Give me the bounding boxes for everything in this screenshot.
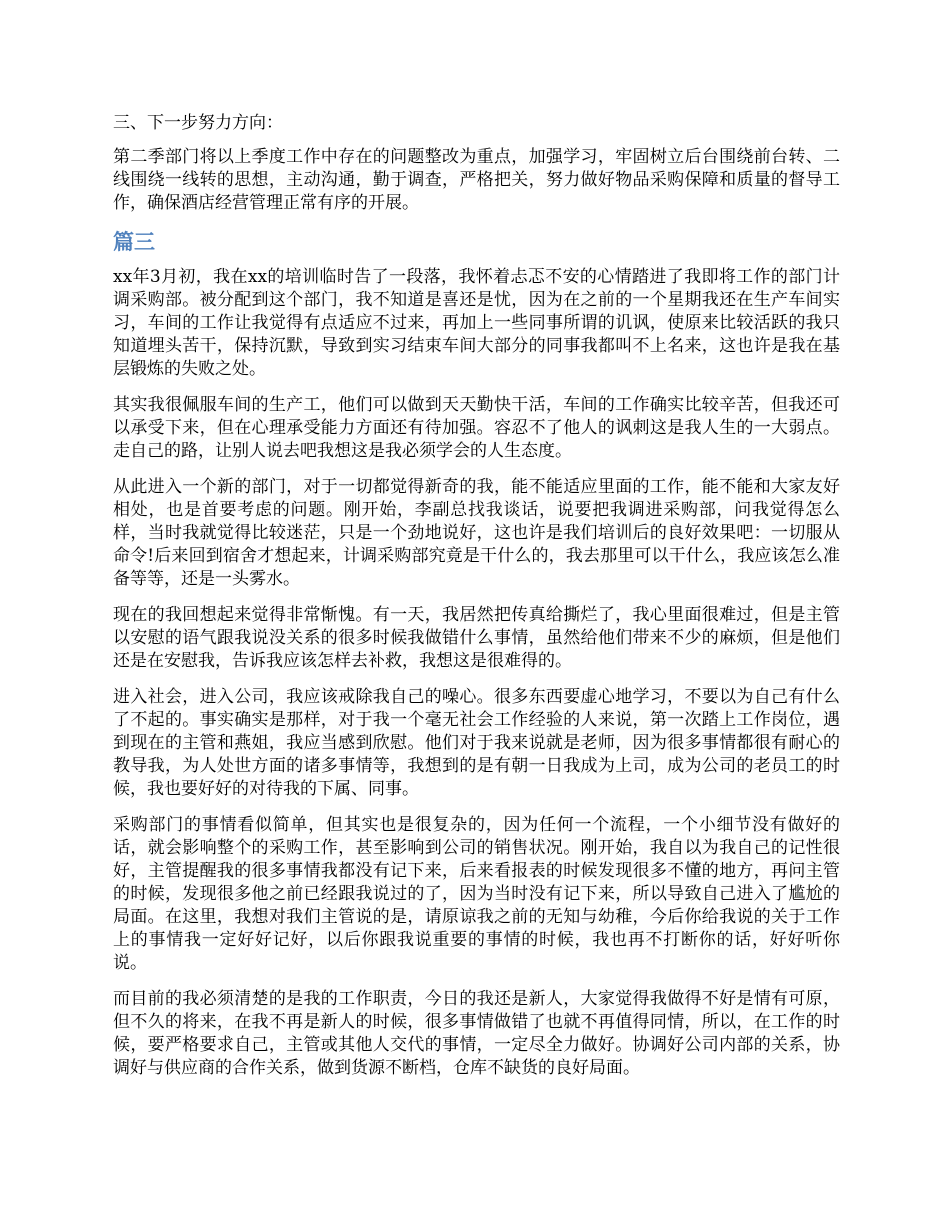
body-paragraph-6: 采购部门的事情看似简单，但其实也是很复杂的，因为任何一个流程，一个小细节没有做好的话，就会影响整个的采购工作，甚至影响到公司的销售状况。刚开始，我自以为我自己的记性很好，主管提醒我的很多事情我都没有记下来，后来看报表的时候发现很多不懂的地方，再问主管的时候，发现很多他之前已经跟我说过的了，因为当时没有记下来，所以导致自己进入了尴尬的局面。在这里，我想对我们主管说的是，请原谅我之前的无知与幼稚，今后你给我说的关于工作上的事情我一定好好记好，以后你跟我说重要的事情的时候，我也再不打断你的话，好好听你说。 [113,815,840,973]
body-paragraph-2: 其实我很佩服车间的生产工，他们可以做到天天勤快干活，车间的工作确实比较辛苦，但我还可以承受下来，但在心理承受能力方面还有待加强。容忍不了他人的讽刺这是我人生的一大弱点。走自己的路，让别人说去吧我想这是我必须学会的人生态度。 [113,395,840,461]
body-paragraph-1: xx年3月初，我在xx的培训临时告了一段落，我怀着忐忑不安的心情踏进了我即将工作的部门计调采购部。被分配到这个部门，我不知道是喜还是忧，因为在之前的一个星期我还在生产车间实习，车间的工作让我觉得有点适应不过来，再加上一些同事所谓的讥讽，使原来比较活跃的我只知道埋头苦干，保持沉默，导致到实习结束车间大部分的同事我都叫不上名来，这也许是我在基层锻炼的失败之处。 [113,267,840,379]
body-paragraph-5: 进入社会，进入公司，我应该戒除我自己的噪心。很多东西要虚心地学习，不要以为自己有什么了不起的。事实确实是那样，对于我一个毫无社会工作经验的人来说，第一次踏上工作岗位，遇到现在的主管和燕姐，我应当感到欣慰。他们对于我来说就是老师，因为很多事情都很有耐心的教导我，为人处世方面的诸多事情等，我想到的是有朝一日我成为上司，成为公司的老员工的时候，我也要好好的对待我的下属、同事。 [113,687,840,799]
chapter-title: 篇三 [113,230,155,254]
document-page [113,112,840,1093]
section-paragraph: 第二季部门将以上季度工作中存在的问题整改为重点，加强学习，牢固树立后台围绕前台转、二线围绕一线转的思想，主动沟通，勤于调查，严格把关，努力做好物品采购保障和质量的督导工作，确保酒店经营管理正常有序的开展。 [113,147,840,213]
body-paragraph-7: 而目前的我必须清楚的是我的工作职责，今日的我还是新人，大家觉得我做得不好是情有可原，但不久的将来，在我不再是新人的时候，很多事情做错了也就不再值得同情，所以，在工作的时候，要严格要求自己，主管或其他人交代的事情，一定尽全力做好。协调好公司内部的关系，协调好与供应商的合作关系，做到货源不断档，仓库不缺货的良好局面。 [113,989,840,1078]
section-heading: 三、下一步努力方向： [113,113,283,133]
body-paragraph-4: 现在的我回想起来觉得非常惭愧。有一天，我居然把传真给撕烂了，我心里面很难过，但是主管以安慰的语气跟我说没关系的很多时候我做错什么事情，虽然给他们带来不少的麻烦，但是他们还是在安慰我，告诉我应该怎样去补救，我想这是很难得的。 [113,605,840,671]
body-paragraph-3: 从此进入一个新的部门，对于一切都觉得新奇的我，能不能适应里面的工作，能不能和大家友好相处，也是首要考虑的问题。刚开始，李副总找我谈话，说要把我调进采购部，问我觉得怎么样，当时我就觉得比较迷茫，只是一个劲地说好，这也许是我们培训后的良好效果吧：一切服从命令!后来回到宿舍才想起来，计调采购部究竟是干什么的，我去那里可以干什么，我应该怎么准备等等，还是一头雾水。 [113,477,840,589]
